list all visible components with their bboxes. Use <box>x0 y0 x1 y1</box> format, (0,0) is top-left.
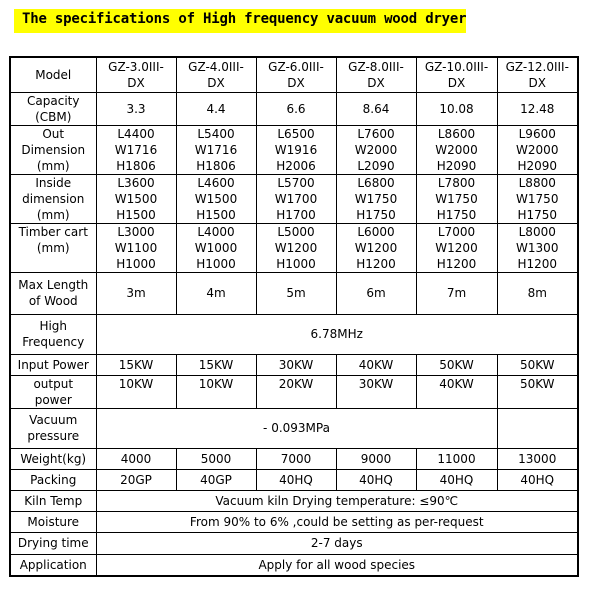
row-label: Drying time <box>10 532 96 554</box>
row-label: Moisture <box>10 511 96 532</box>
table-cell: 6.6 <box>256 92 336 125</box>
table-cell: L5700 W1700 H1700 <box>256 174 336 223</box>
table-cell: L4600 W1500 H1500 <box>176 174 256 223</box>
table-cell: 20GP <box>96 469 176 490</box>
row-label: Inside dimension (mm) <box>10 174 96 223</box>
timber-cart-row <box>10 223 578 272</box>
spec-table <box>9 56 579 577</box>
table-cell: 5m <box>256 272 336 314</box>
table-cell: 6m <box>336 272 416 314</box>
row-label: Weight(kg) <box>10 448 96 469</box>
row-label: Capacity (CBM) <box>10 92 96 125</box>
table-cell: Apply for all wood species <box>96 554 578 576</box>
table-cell: 15KW <box>96 354 176 375</box>
table-cell: 9000 <box>336 448 416 469</box>
table-cell: 6.78MHz <box>96 314 578 354</box>
max-length-row <box>10 272 578 314</box>
table-cell: L6500 W1916 H2006 <box>256 125 336 174</box>
table-cell: L3000 W1100 H1000 <box>96 223 176 272</box>
header-row <box>10 57 578 92</box>
high-frequency-row <box>10 314 578 354</box>
table-cell: 40KW <box>336 354 416 375</box>
table-cell: 4000 <box>96 448 176 469</box>
table-cell: L8800 W1750 H1750 <box>497 174 578 223</box>
table-cell: 30KW <box>256 354 336 375</box>
inside-dimension-row <box>10 174 578 223</box>
header-model-1: GZ-3.0III- DX <box>96 57 176 92</box>
header-model-3: GZ-6.0III- DX <box>256 57 336 92</box>
application-row <box>10 554 578 576</box>
table-cell: 11000 <box>416 448 497 469</box>
header-model-4: GZ-8.0III- DX <box>336 57 416 92</box>
table-cell: 8.64 <box>336 92 416 125</box>
table-cell: From 90% to 6% ,could be setting as per-request <box>96 511 578 532</box>
table-cell: 30KW <box>336 375 416 408</box>
table-cell: 15KW <box>176 354 256 375</box>
capacity-row <box>10 92 578 125</box>
table-cell: 7000 <box>256 448 336 469</box>
table-cell: L6000 W1200 H1200 <box>336 223 416 272</box>
drying-time-row <box>10 532 578 554</box>
table-cell: L7000 W1200 H1200 <box>416 223 497 272</box>
packing-row <box>10 469 578 490</box>
table-cell: L5400 W1716 H1806 <box>176 125 256 174</box>
header-model: Model <box>10 57 96 92</box>
table-cell: 40KW <box>416 375 497 408</box>
page-title: The specifications of High frequency vacuum wood dryer <box>22 11 467 27</box>
row-label: Kiln Temp <box>10 490 96 511</box>
table-cell: 8m <box>497 272 578 314</box>
table-cell: 13000 <box>497 448 578 469</box>
table-cell: L8600 W2000 H2090 <box>416 125 497 174</box>
row-label: Timber cart (mm) <box>10 223 96 272</box>
table-cell: 3m <box>96 272 176 314</box>
table-cell: 4.4 <box>176 92 256 125</box>
table-cell: L4400 W1716 H1806 <box>96 125 176 174</box>
table-cell: 50KW <box>497 354 578 375</box>
weight-row <box>10 448 578 469</box>
table-cell: 7m <box>416 272 497 314</box>
table-cell: 40HQ <box>497 469 578 490</box>
table-cell: 2-7 days <box>96 532 578 554</box>
row-label: Out Dimension (mm) <box>10 125 96 174</box>
table-cell: 10KW <box>96 375 176 408</box>
output-power-row <box>10 375 578 408</box>
table-cell: L7800 W1750 H1750 <box>416 174 497 223</box>
vacuum-pressure-row <box>10 408 578 448</box>
row-label: Packing <box>10 469 96 490</box>
table-cell: 40GP <box>176 469 256 490</box>
input-power-row <box>10 354 578 375</box>
row-label: High Frequency <box>10 314 96 354</box>
empty-cell <box>497 408 578 448</box>
table-cell: L9600 W2000 H2090 <box>497 125 578 174</box>
table-cell: 20KW <box>256 375 336 408</box>
row-label: Vacuum pressure <box>10 408 96 448</box>
table-cell: L5000 W1200 H1000 <box>256 223 336 272</box>
table-cell: 4m <box>176 272 256 314</box>
row-label: Max Length of Wood <box>10 272 96 314</box>
kiln-temp-row <box>10 490 578 511</box>
table-cell: L7600 W2000 L2090 <box>336 125 416 174</box>
header-model-2: GZ-4.0III- DX <box>176 57 256 92</box>
table-cell: L3600 W1500 H1500 <box>96 174 176 223</box>
row-label: Input Power <box>10 354 96 375</box>
table-cell: 40HQ <box>336 469 416 490</box>
table-cell: 10KW <box>176 375 256 408</box>
table-cell: 40HQ <box>256 469 336 490</box>
table-cell: 40HQ <box>416 469 497 490</box>
table-cell: 12.48 <box>497 92 578 125</box>
row-label: Application <box>10 554 96 576</box>
table-cell: Vacuum kiln Drying temperature: ≤90℃ <box>96 490 578 511</box>
header-model-5: GZ-10.0III- DX <box>416 57 497 92</box>
header-model-6: GZ-12.0III- DX <box>497 57 578 92</box>
table-cell: - 0.093MPa <box>96 408 497 448</box>
moisture-row <box>10 511 578 532</box>
row-label: output power <box>10 375 96 408</box>
table-cell: 50KW <box>416 354 497 375</box>
table-cell: L8000 W1300 H1200 <box>497 223 578 272</box>
table-cell: 3.3 <box>96 92 176 125</box>
table-cell: 5000 <box>176 448 256 469</box>
table-cell: 50KW <box>497 375 578 408</box>
table-cell: 10.08 <box>416 92 497 125</box>
table-cell: L4000 W1000 H1000 <box>176 223 256 272</box>
table-cell: L6800 W1750 H1750 <box>336 174 416 223</box>
out-dimension-row <box>10 125 578 174</box>
